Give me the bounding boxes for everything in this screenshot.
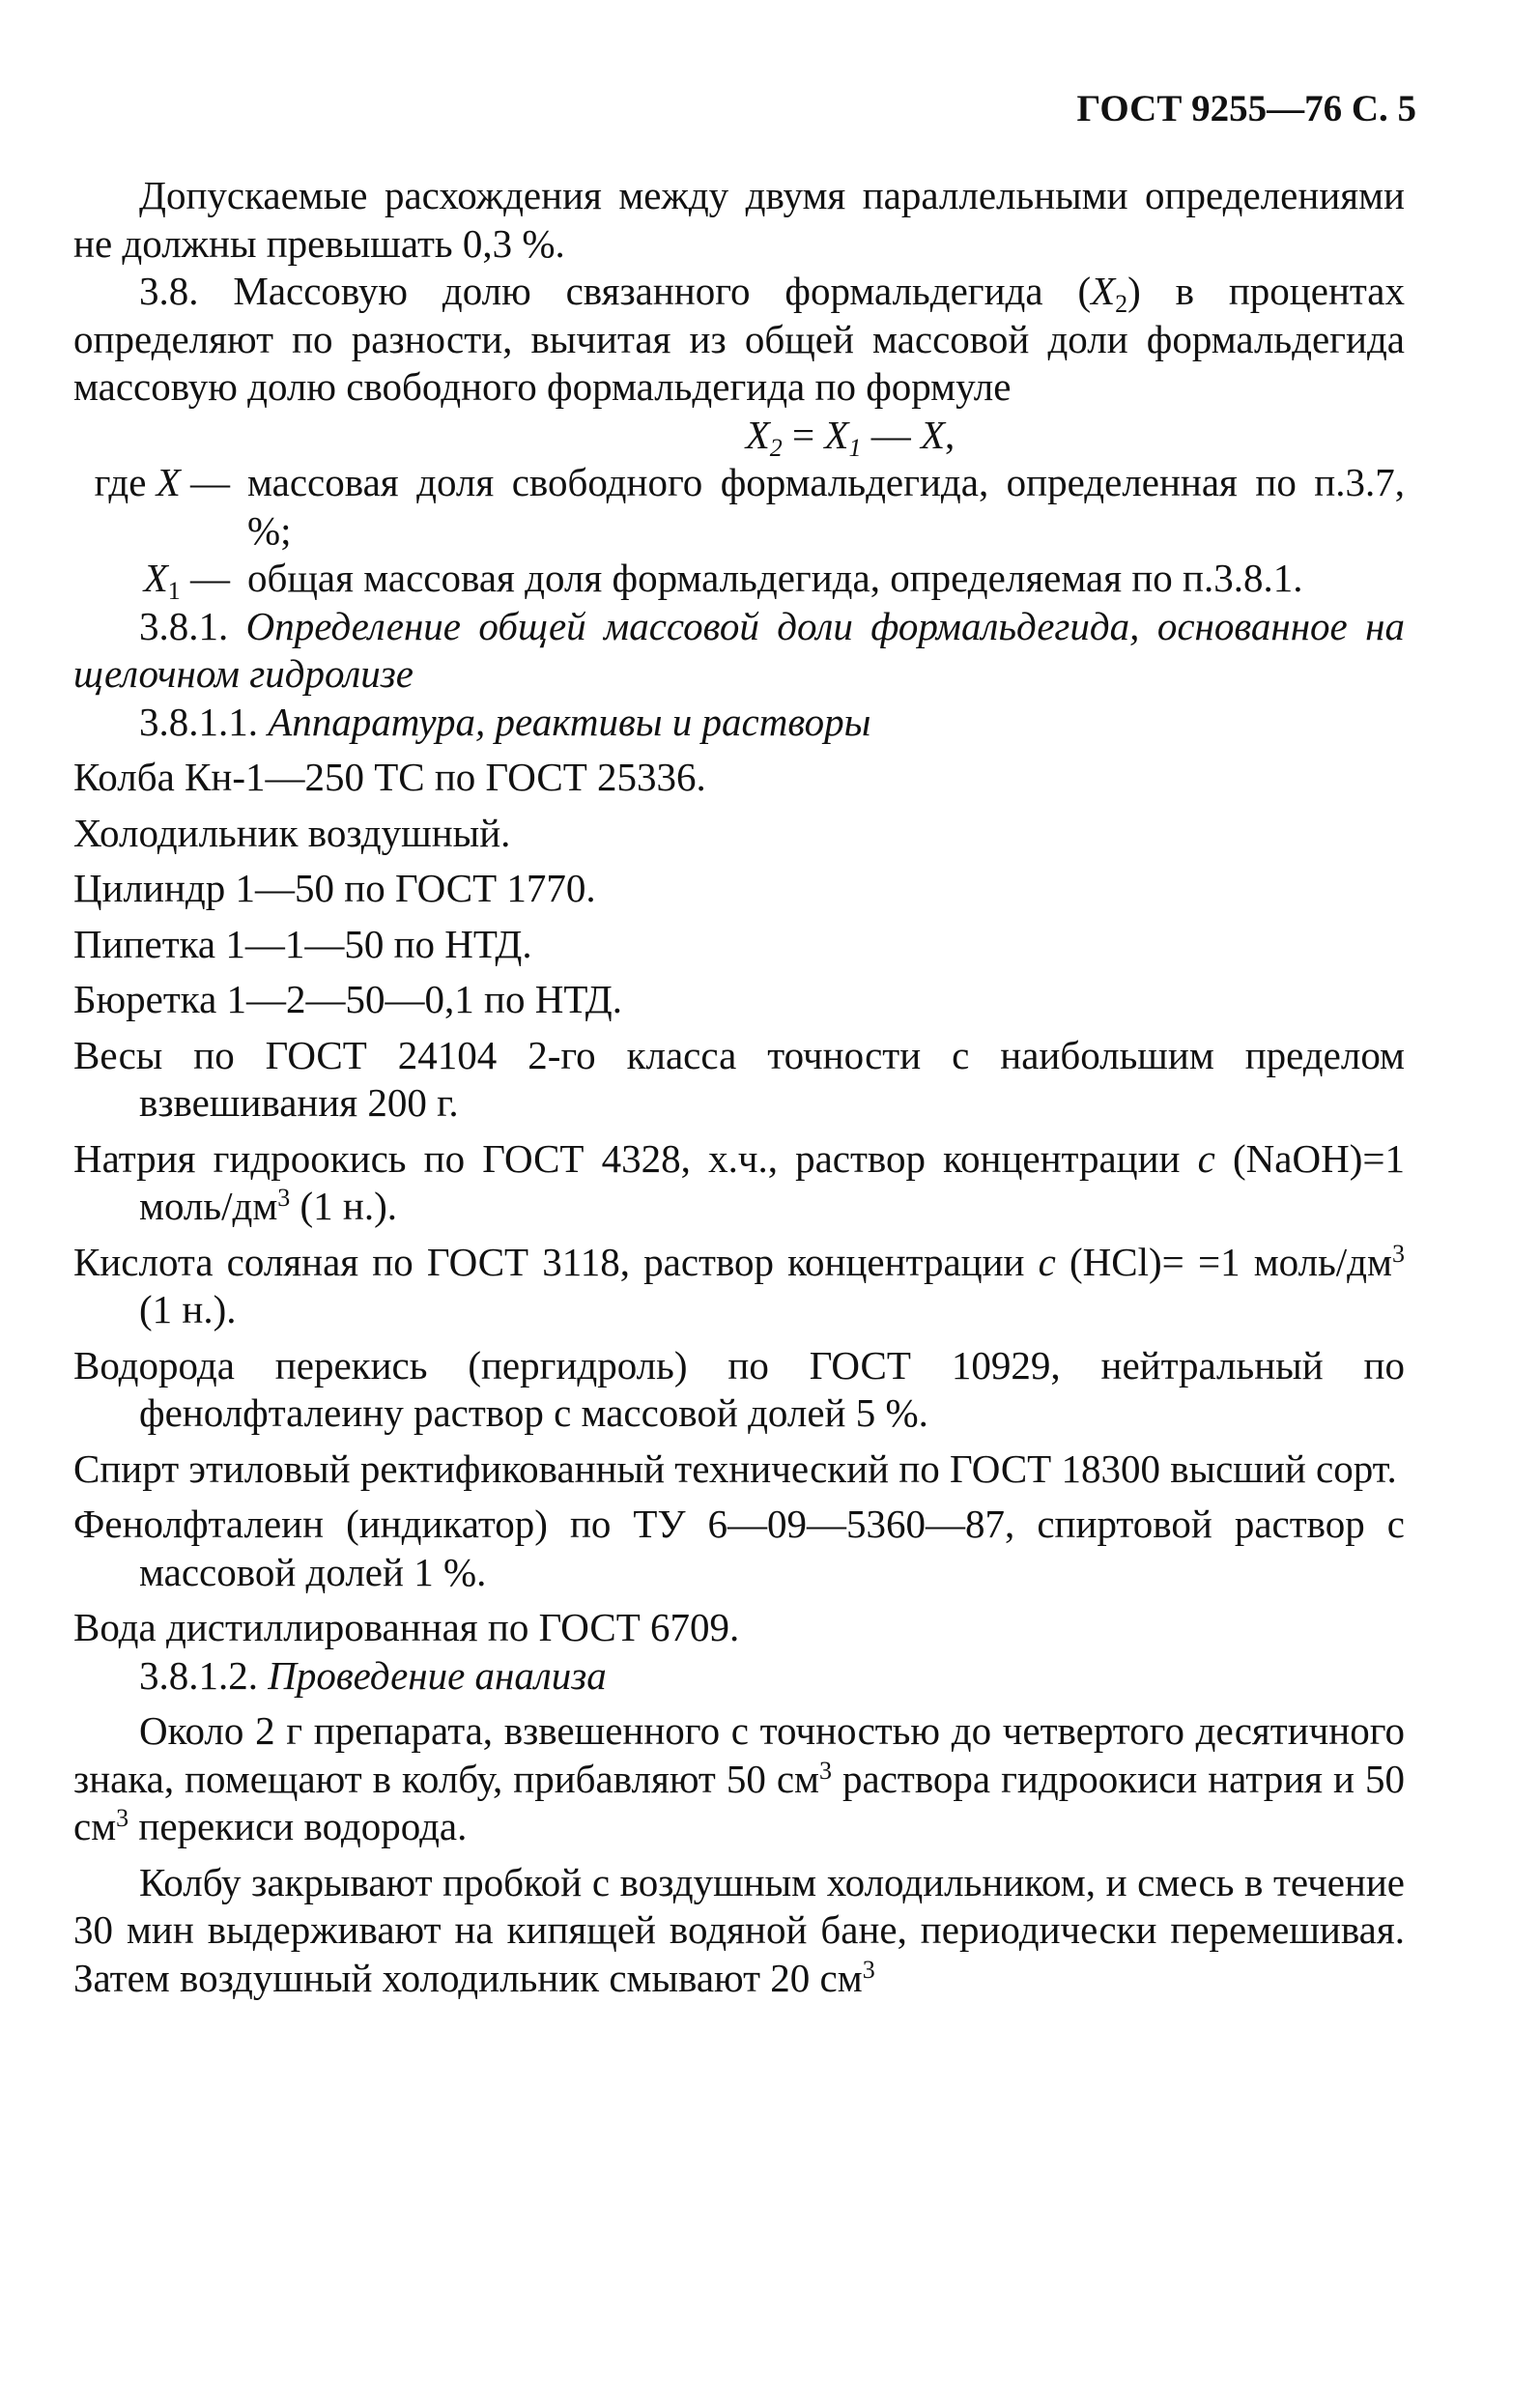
section-title: Определение общей массовой доли формальдегида, основанное на щелочном гидролизе	[73, 603, 1405, 696]
body-text	[73, 172, 1405, 2002]
list-item: Спирт этиловый ректификованный технический по ГОСТ 18300 высший сорт.	[73, 1445, 1397, 1491]
paragraph-boiling: Колбу закрывают пробкой с воздушным холодильником, и смесь в течение 30 мин выдерживают на кипящей водяной бане, периодически перемешивая. Затем воздушный холодильник смывают 20 $см^3$	[73, 1859, 1405, 2000]
list-item: Цилиндр 1—50 по ГОСТ 1770.	[73, 866, 596, 910]
section-3-8-1	[73, 603, 1405, 699]
list-item: Водорода перекись (пергидроль) по ГОСТ 10929, нейтральный по фенолфталеину раствор с массовой долей 5 %.	[73, 1342, 1405, 1435]
section-3-8: 3.8. Массовую долю связанного формальдегида $(X_2)$ в процентах определяют по разности, вычитая из общей массовой доли формальдегида массовую долю свободного формальдегида по формуле	[73, 269, 1406, 409]
section-title: Аппаратура, реактивы и растворы	[268, 699, 871, 744]
section-number: 3.8.1.	[139, 603, 229, 648]
list-item: Пипетка 1—1—50 по НТД.	[73, 921, 532, 966]
list-item: Весы по ГОСТ 24104 2-го класса точности с наибольшим пределом взвешивания 200 г.	[73, 1032, 1405, 1125]
list-item: Фенолфталеин (индикатор) по ТУ 6—09—5360—87, спиртовой раствор с массовой долей 1 %.	[73, 1502, 1405, 1594]
paragraph-procedure: Около 2 г препарата, взвешенного с точностью до четвертого десятичного знака, помещают в колбу, прибавляют 50 $см^3$ раствора гидроокиси натрия и 50 $см^3$ перекиси водорода.	[73, 1708, 1405, 1848]
section-number: 3.8.1.2.	[139, 1652, 258, 1698]
list-item: Холодильник воздушный.	[73, 810, 511, 855]
definition-text: массовая доля свободного формальдегида, определенная по п.3.7, %;	[247, 460, 1405, 553]
definition-text: общая массовая доля формальдегида, определяемая по п.3.8.1.	[247, 556, 1303, 600]
section-number: 3.8.1.1.	[139, 699, 258, 744]
list-item: Кислота соляная по ГОСТ 3118, раствор концентрации c (HCl)= =1 моль/$дм^3$ (1 н.).	[73, 1239, 1405, 1331]
page-header: ГОСТ 9255—76 С. 5	[1076, 88, 1416, 129]
section-title: Проведение анализа	[268, 1652, 607, 1698]
paragraph-tolerance: Допускаемые расхождения между двумя параллельными определениями не должны превышать 0,3 %.	[73, 173, 1405, 266]
section-3-8-1-1	[73, 699, 1405, 747]
formula: $X_2 = X_1$ — X,	[745, 412, 955, 462]
section-3-8-1-2	[73, 1652, 1405, 1701]
section-number: 3.8.	[139, 269, 199, 313]
definitions-list	[73, 459, 1405, 603]
list-item: Вода дистиллированная по ГОСТ 6709.	[73, 1605, 740, 1649]
list-item: Натрия гидроокись по ГОСТ 4328, х.ч., раствор концентрации c (NaOH)=1 моль/$дм^3$ (1 н.).	[73, 1135, 1405, 1228]
list-item: Колба Кн-1—250 ТС по ГОСТ 25336.	[73, 755, 706, 799]
list-item: Бюретка 1—2—50—0,1 по НТД.	[73, 977, 623, 1021]
definition-term: где X —	[94, 460, 230, 504]
definition-term: $X_1$ —	[143, 556, 230, 605]
